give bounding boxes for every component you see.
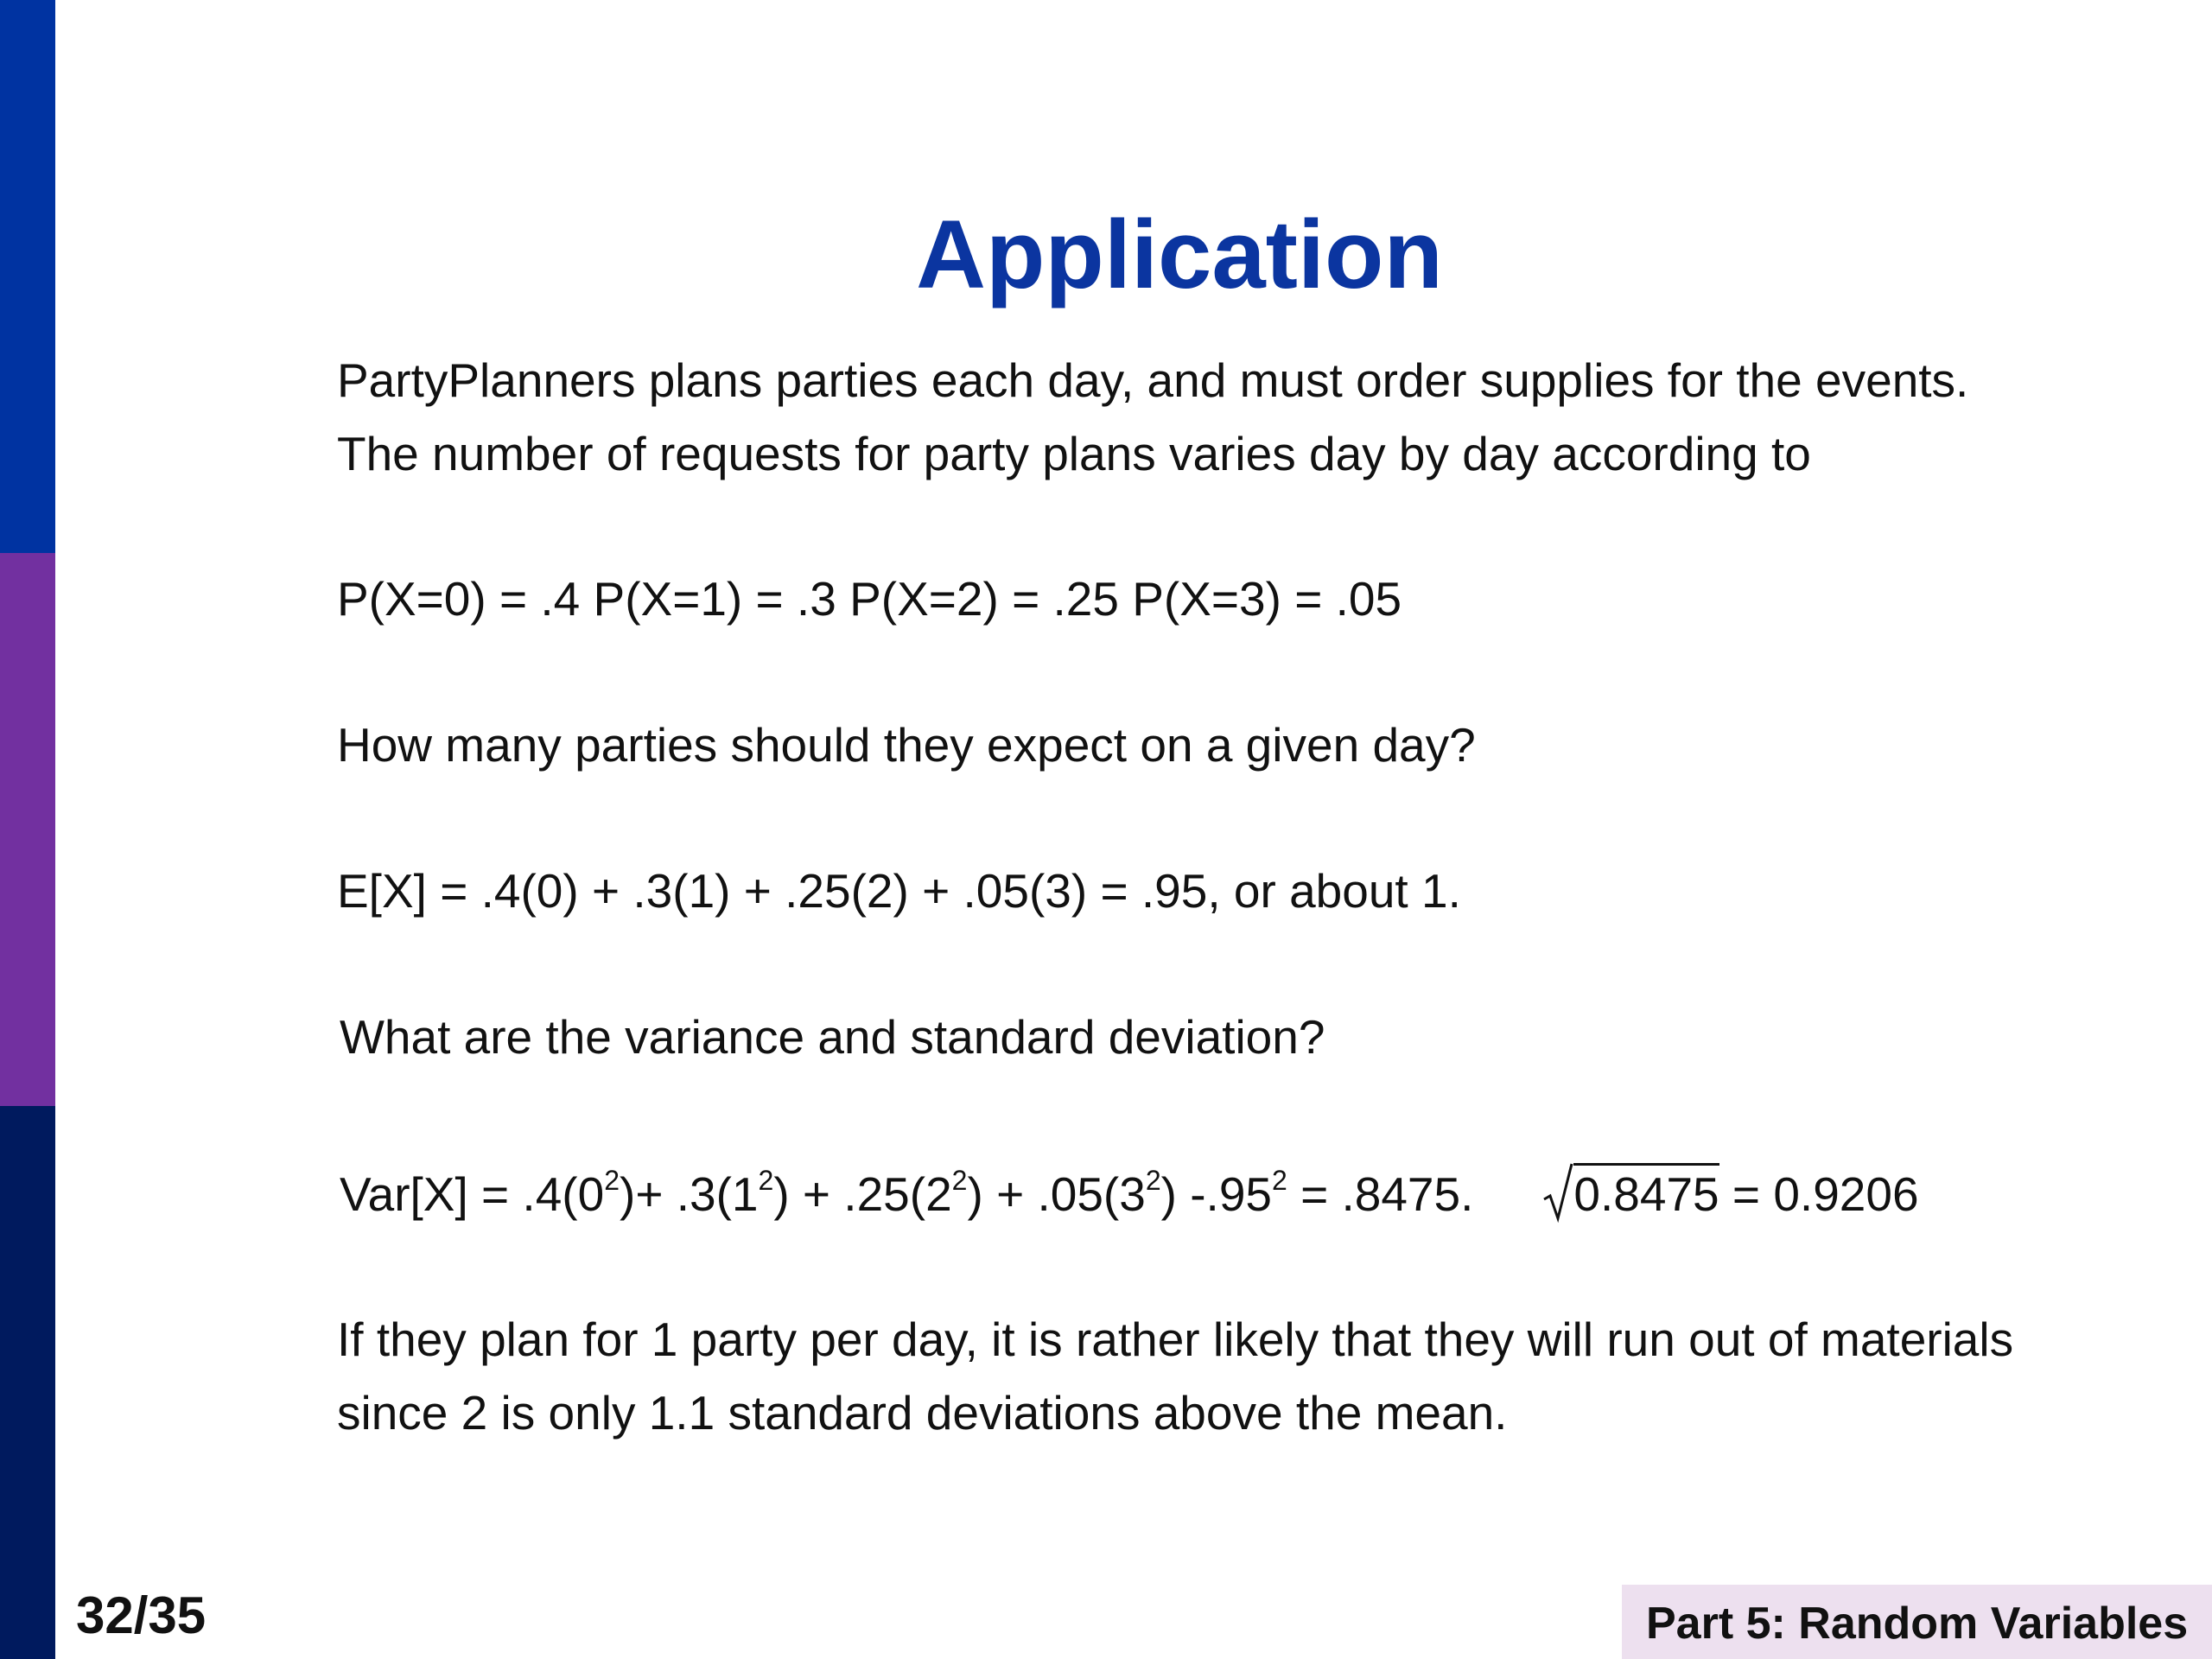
- variance-part: ) + .05(3: [967, 1167, 1146, 1221]
- question-variance: What are the variance and standard deviation?: [340, 1010, 1325, 1064]
- footer-section-label: Part 5: Random Variables: [1646, 1599, 2189, 1649]
- page-number: 32/35: [76, 1586, 207, 1644]
- probability-distribution: P(X=0) = .4 P(X=1) = .3 P(X=2) = .25 P(X=3) = .05: [337, 572, 1402, 626]
- conclusion-line-2: since 2 is only 1.1 standard deviations above the mean.: [337, 1386, 1508, 1440]
- conclusion-line-1: If they plan for 1 party per day, it is rather likely that they will run out of materials: [337, 1313, 2014, 1366]
- intro-line-1: PartyPlanners plans parties each day, and must order supplies for the events.: [337, 353, 1969, 407]
- square-root-symbol: [1542, 1161, 1573, 1224]
- exponent: 2: [1145, 1165, 1161, 1196]
- variance-part: ) + .25(2: [773, 1167, 952, 1221]
- standard-deviation-result: = 0.9206: [1719, 1167, 1919, 1221]
- exponent: 2: [604, 1165, 620, 1196]
- question-expected-value: How many parties should they expect on a given day?: [337, 718, 1476, 772]
- radicand: 0.8475: [1573, 1163, 1719, 1221]
- band-segment-middle: [0, 553, 55, 1106]
- footer-section-box: [1622, 1585, 2212, 1659]
- variance-part: ) -.95: [1160, 1167, 1272, 1221]
- expected-value-formula: E[X] = .4(0) + .3(1) + .25(2) + .05(3) = .95, or about 1.: [337, 864, 1461, 918]
- variance-part: )+ .3(1: [620, 1167, 759, 1221]
- exponent: 2: [951, 1165, 968, 1196]
- band-segment-bottom: [0, 1106, 55, 1659]
- intro-line-2: The number of requests for party plans varies day by day according to: [337, 427, 1811, 480]
- slide-title: Application: [916, 200, 1443, 308]
- exponent: 2: [1272, 1165, 1287, 1196]
- variance-formula: [340, 1163, 1919, 1231]
- exponent: 2: [758, 1165, 774, 1196]
- square-root-expression: [1542, 1163, 1719, 1229]
- variance-part: Var[X] = .4(0: [340, 1167, 605, 1221]
- variance-part: = .8475.: [1287, 1167, 1474, 1221]
